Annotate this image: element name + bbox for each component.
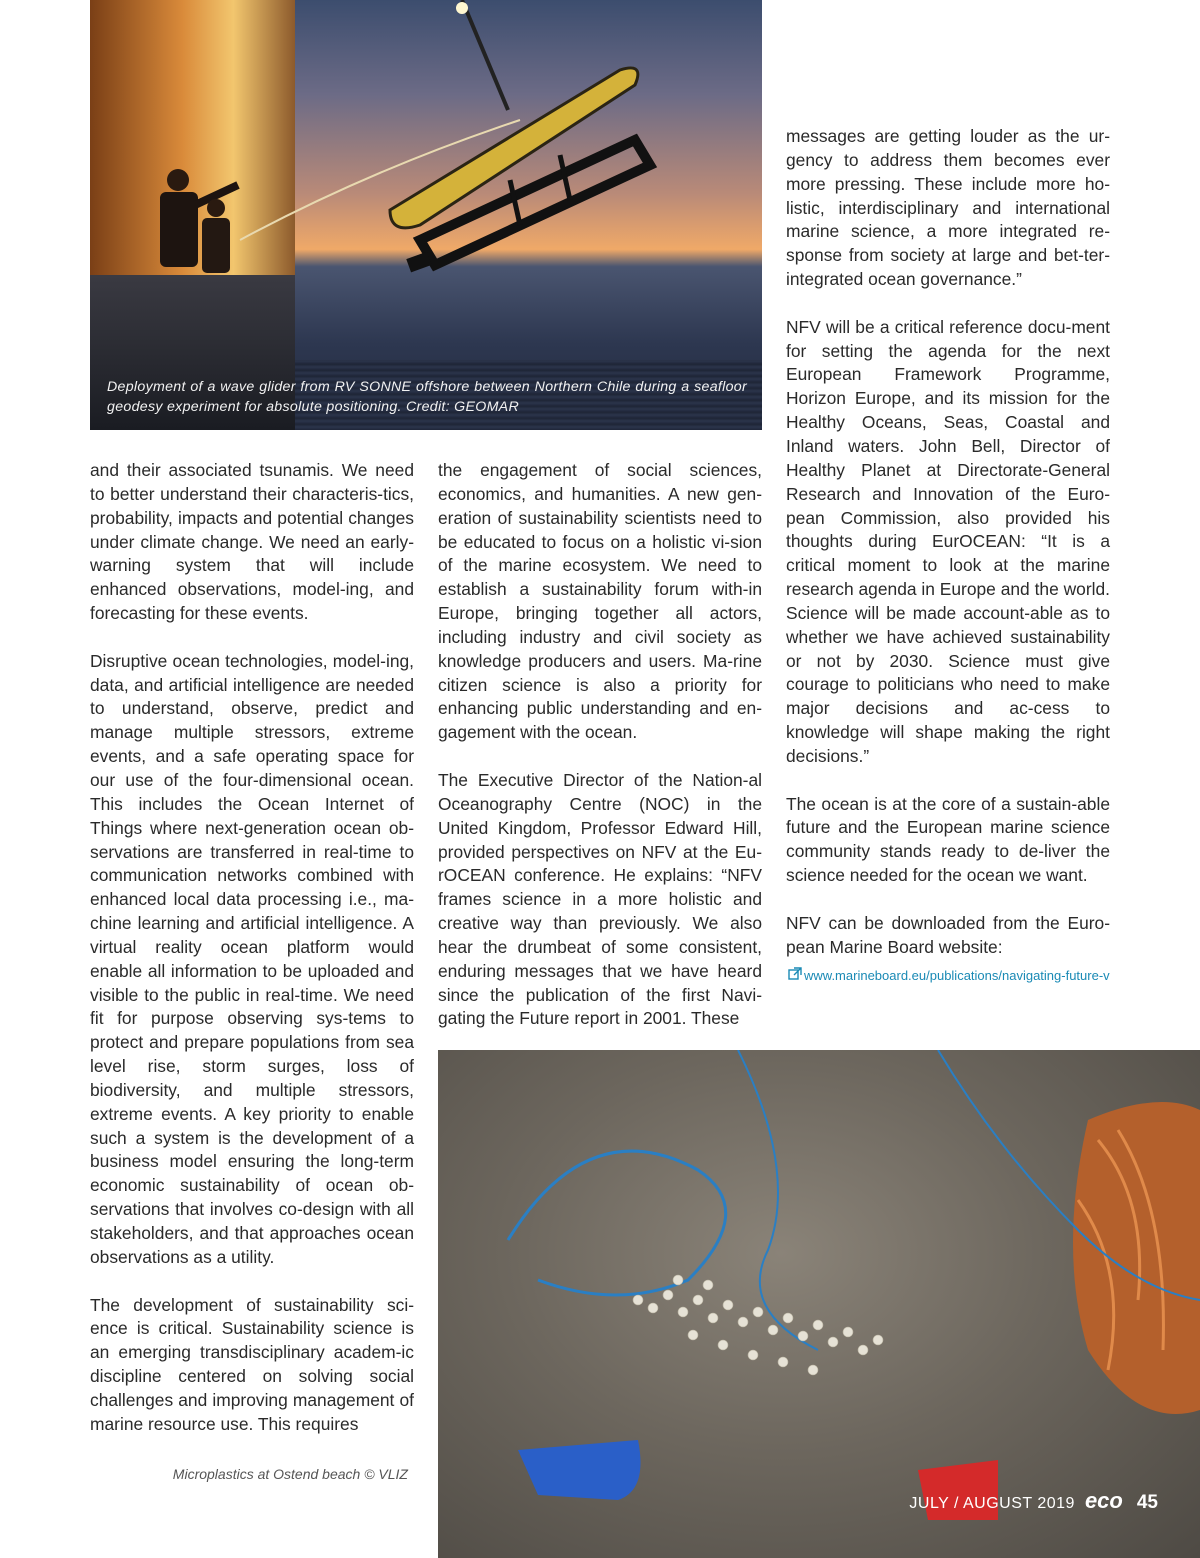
page-number: 45: [1136, 1492, 1158, 1513]
download-link[interactable]: [786, 966, 1110, 985]
photo-microplastics: [438, 1050, 1200, 1558]
paragraph: The Executive Director of the Nation-al Oceanography Centre (NOC) in the United Kingdom, Professor Edward Hill, provided perspectives on NFV at the Eu-rOCEAN conference. He explains: “NFV frames science in a more holistic and creative way than previously. We also hear the drumbeat of some consistent, enduring messages that we have heard since the publication of the first Navi-gating the Future report in 2001. These: [438, 769, 762, 1029]
photo-caption: Deployment of a wave glider from RV SONNE offshore between Northern Chile during a seafloor geodesy experiment for absolute positioning. Credit: GEOMAR: [107, 379, 747, 415]
paragraph: NFV can be downloaded from the Euro-pean Marine Board website:: [786, 912, 1110, 957]
download-link-text[interactable]: www.marineboard.eu/publications/navigating-future-v: [804, 967, 1110, 983]
article-column-1: [90, 459, 414, 1460]
external-link-icon: [786, 967, 804, 981]
paragraph: the engagement of social sciences, economics, and humanities. A new gen-eration of sustainability scientists need to be educated to focus on a holistic vi-sion of the marine ecosystem. We need to establish a sustainability forum with-in Europe, bringing together all actors, including industry and civil society as knowledge producers and users. Ma-rine citizen science is also a priority for enhancing public understanding and en-gagement with the ocean.: [438, 460, 762, 743]
paragraph: The ocean is at the core of a sustain-able future and the European marine science community stands ready to de-liver the science needed for the ocean we want.: [786, 793, 1110, 886]
paragraph: NFV will be a critical reference docu-ment for setting the agenda for the next European Framework Programme, Horizon Europe, and its mission for the Healthy Oceans, Seas, Coastal and Inland waters. John Bell, Director of Healthy Planet at Directorate-General Research and Innovation of the Euro-pean Commission, also provided his thoughts during EurOCEAN: “It is a critical moment to look at the marine research agenda in Europe and the world. Science will be made account-able as to whether we have achieved sustainability or not by 2030. Science must give courage to politicians who need to make major decisions and ac-cess to knowledge will shape making the right decisions.”: [786, 316, 1110, 766]
paragraph: The development of sustainability sci-ence is critical. Sustainability science is an emerging transdisciplinary academ-ic discipline centered on solving social challenges and improving management of marine resource use. This requires: [90, 1294, 414, 1434]
photo-wave-glider: [90, 0, 762, 430]
magazine-logo: eco: [1084, 1488, 1123, 1513]
paragraph: messages are getting louder as the ur-gency to address them becomes ever more pressing. These include more ho-listic, interdisciplinary and international marine science, a more integrated re-sponse from society at large and bet-ter-integrated ocean governance.”: [786, 126, 1110, 290]
article-column-2: [438, 459, 762, 1055]
wave-glider-illustration: [90, 0, 762, 430]
article-column-3: [786, 125, 1110, 985]
paragraph: Disruptive ocean technologies, model-ing, data, and artificial intelligence are needed to understand, observe, predict and manage multiple stressors, extreme events, and a safe operating space for our use of the four-dimensional ocean. This includes the Ocean Internet of Things where next-generation ocean ob-servations are transferred in real-time to communication networks combined with enhanced local data processing i.e., ma-chine learning and artificial intelligence. A virtual reality ocean platform would enable all information to be uploaded and visible to the public in real-time. We need fit for purpose observing sys-tems to protect and prepare populations from sea level rise, storm surges, loss of biodiversity, and multiple stressors, extreme events. A key priority to enable such a system is the development of a business model ensuring the long-term economic sustainability of ocean ob-servations that involves co-design with all stakeholders, and that approaches ocean observations as a utility.: [90, 650, 414, 1267]
issue-date: JULY / AUGUST 2019: [909, 1495, 1075, 1512]
paragraph: and their associated tsunamis. We need to better understand their characteris-tics, probability, impacts and potential changes under climate change. We need an early-warning system that will include enhanced observations, model-ing, and forecasting for these events.: [90, 460, 414, 624]
photo-caption-microplastics: Microplastics at Ostend beach © VLIZ: [172, 1466, 408, 1482]
microplastics-illustration: [438, 1050, 1200, 1558]
page-footer: [909, 1488, 1158, 1514]
